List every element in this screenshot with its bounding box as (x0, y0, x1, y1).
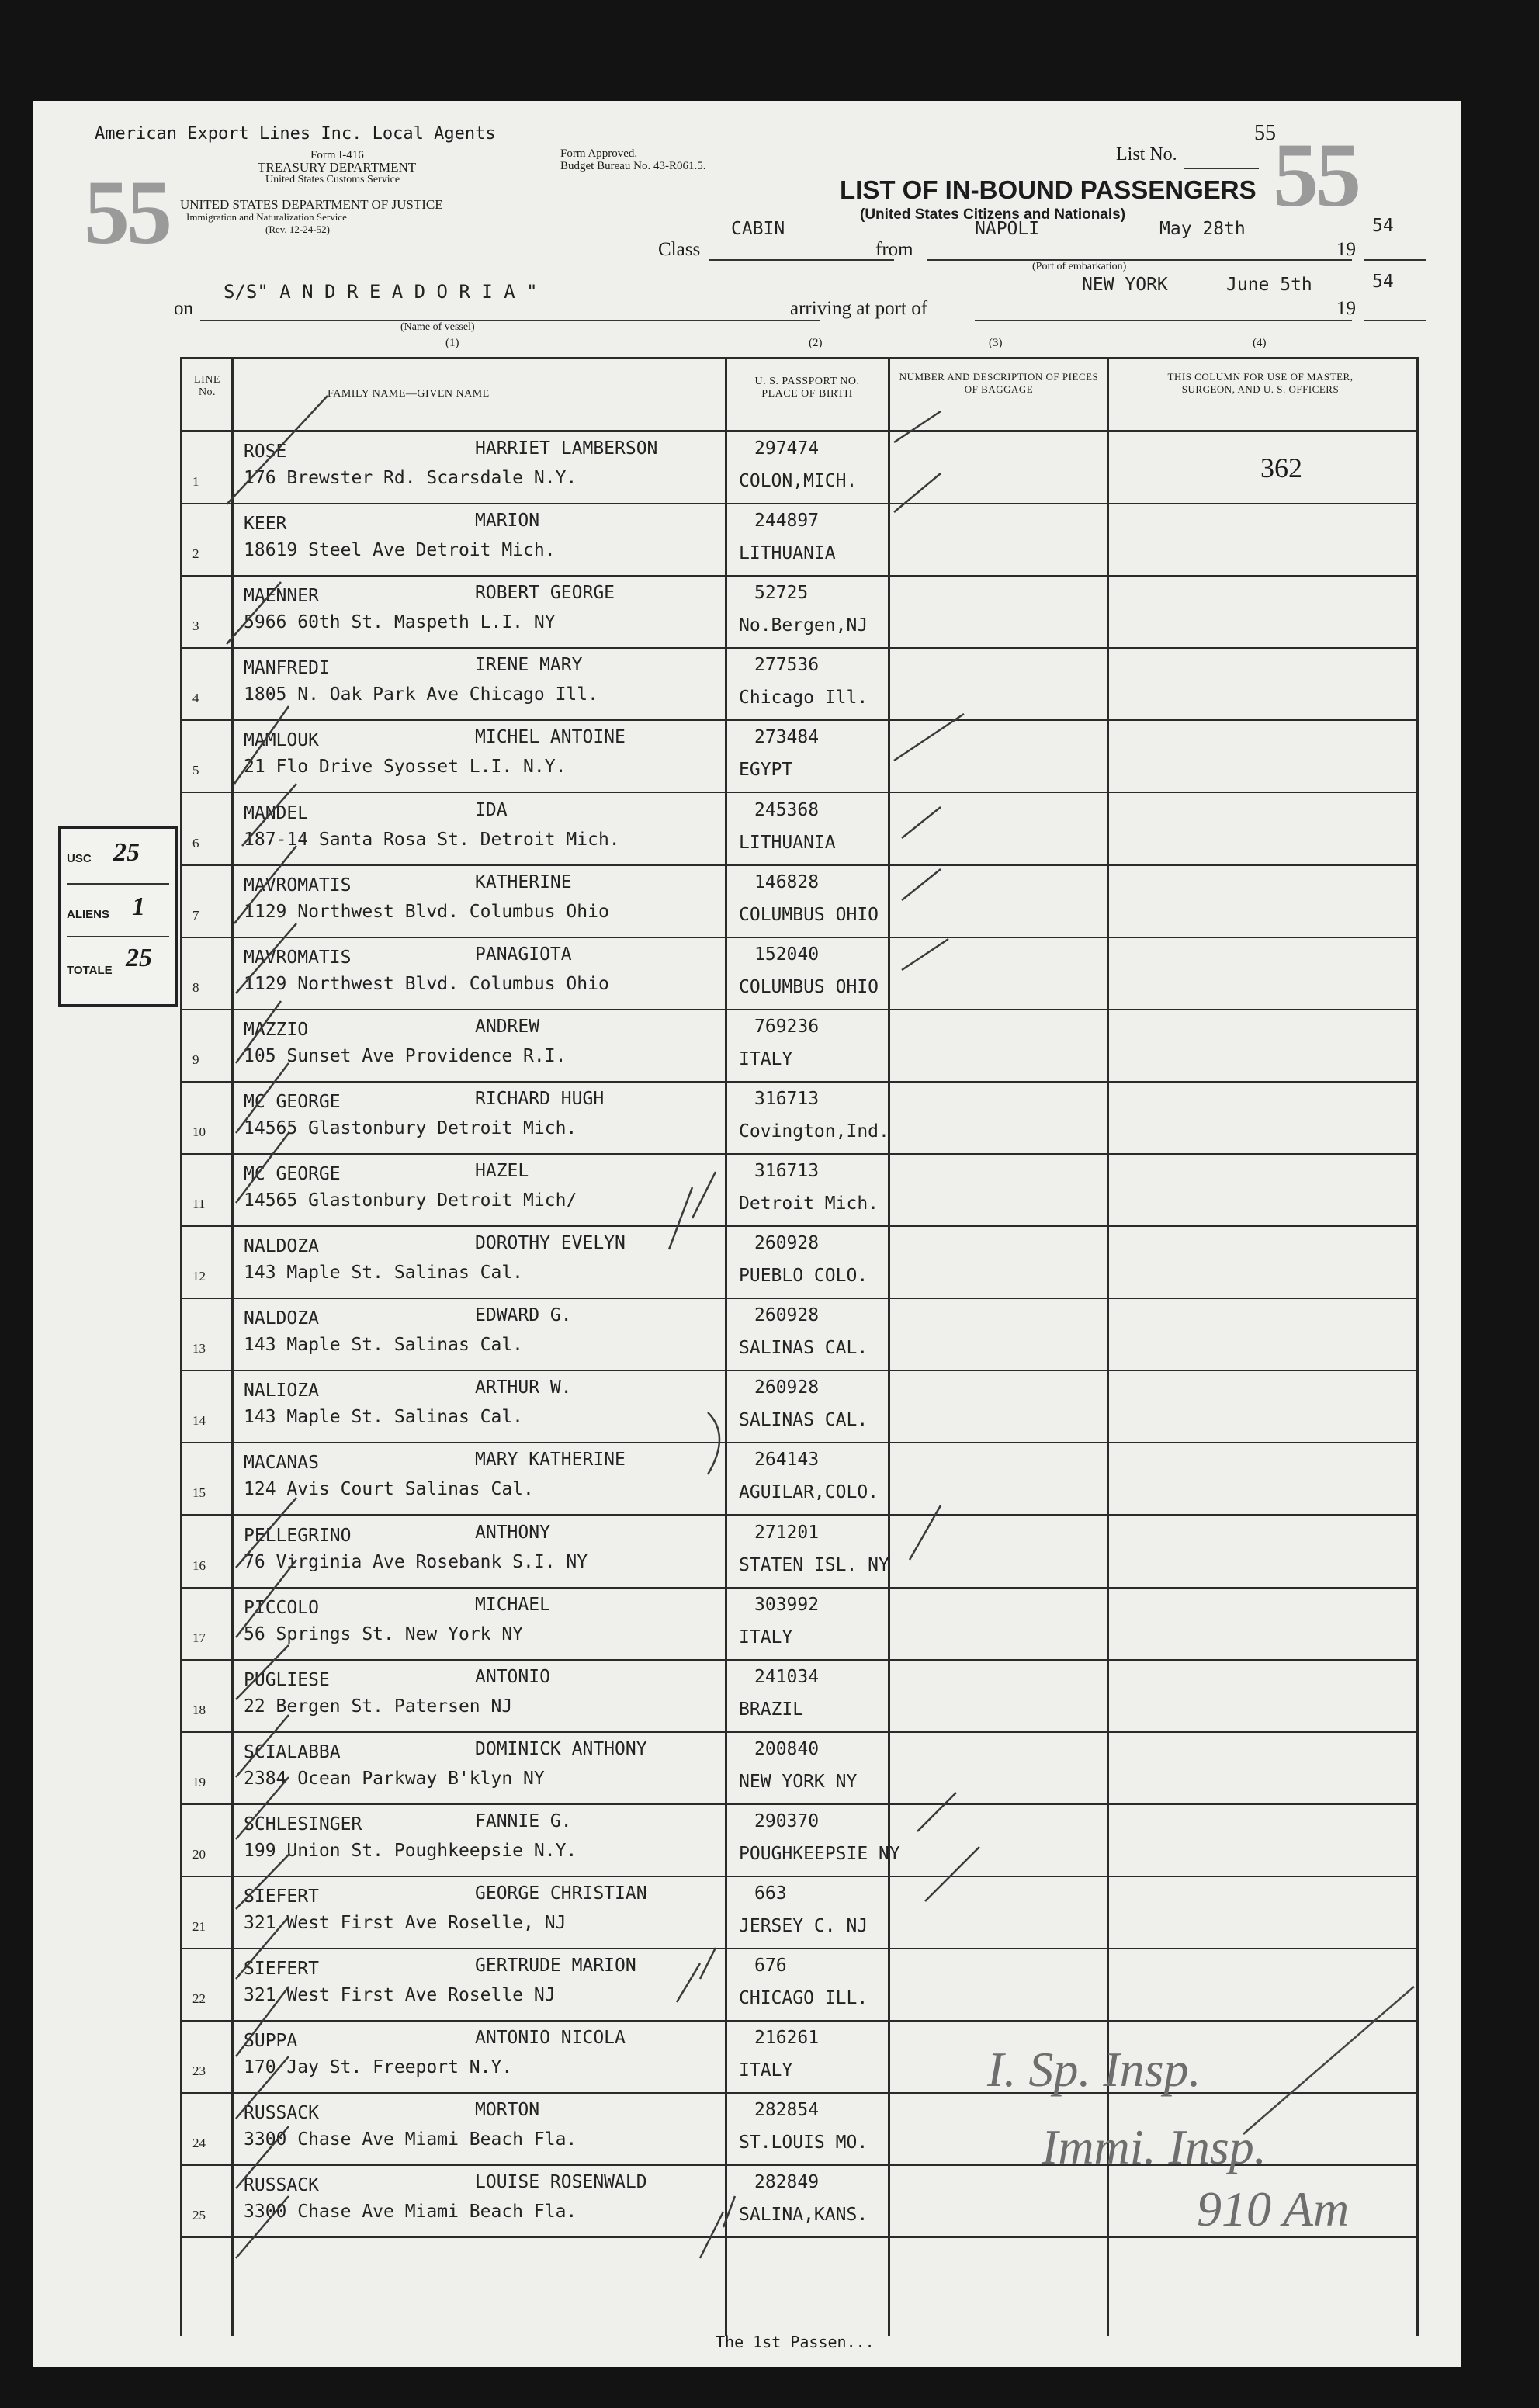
line-number: 15 (192, 1485, 206, 1501)
address: 5966 60th St. Maspeth L.I. NY (244, 612, 556, 633)
list-no-value: 55 (1254, 121, 1276, 145)
arriving-label: arriving at port of (790, 298, 928, 319)
line-number: 24 (192, 2136, 206, 2151)
ins-line: Immigration and Naturalization Service (186, 211, 347, 223)
family-name: ROSE (244, 442, 287, 462)
given-name: DOROTHY EVELYN (475, 1233, 626, 1254)
place-of-birth: SALINAS CAL. (739, 1410, 868, 1431)
page-title: LIST OF IN-BOUND PASSENGERS (840, 175, 1257, 204)
passport-number: 244897 (754, 511, 820, 532)
department-of-justice: UNITED STATES DEPARTMENT OF JUSTICE (180, 197, 443, 212)
tally-box (58, 826, 178, 1007)
passport-number: 676 (754, 1956, 787, 1977)
line-number: 10 (192, 1124, 206, 1139)
family-name: SIEFERT (244, 1959, 319, 1980)
address: 3300 Chase Ave Miami Beach Fla. (244, 2202, 577, 2223)
list-no-label: List No. (1116, 144, 1177, 165)
family-name: SCHLESINGER (244, 1814, 362, 1835)
family-name: NALIOZA (244, 1381, 319, 1401)
given-name: RICHARD HUGH (475, 1088, 605, 1109)
col-number-1: (1) (445, 337, 459, 349)
place-of-birth: Chicago Ill. (739, 688, 868, 709)
officer-note: 362 (1260, 452, 1302, 483)
line-number: 11 (192, 1197, 206, 1211)
on-label: on (174, 298, 193, 319)
passport-number: 282849 (754, 2172, 820, 2193)
passport-number: 260928 (754, 1305, 820, 1326)
address: 321 West First Ave Roselle, NJ (244, 1913, 567, 1933)
place-of-birth: COLUMBUS OHIO (739, 976, 879, 997)
address: 170 Jay St. Freeport N.Y. (244, 2057, 513, 2078)
place-of-birth: ITALY (739, 1048, 793, 1069)
inspection-time: 910 Am (1197, 2181, 1350, 2236)
passport-number: 316713 (754, 1088, 820, 1109)
family-name: MAMLOUK (244, 730, 319, 751)
family-name: MACANAS (244, 1453, 319, 1474)
family-name: MAENNER (244, 586, 319, 607)
passport-number: 245368 (754, 799, 820, 820)
passport-number: 316713 (754, 1161, 820, 1181)
line-number: 22 (192, 1991, 206, 2007)
year-prefix-2: 19 (1336, 298, 1356, 319)
given-name: IDA (475, 799, 508, 820)
col-header-name: FAMILY NAME—GIVEN NAME (328, 388, 490, 400)
address: 22 Bergen St. Patersen NJ (244, 1696, 513, 1717)
line-number: 8 (192, 979, 199, 995)
list-stamp-left: 55 (84, 161, 169, 263)
address: 321 West First Ave Roselle NJ (244, 1985, 556, 2006)
usc-label: USC (67, 852, 92, 865)
line-number: 23 (192, 2063, 206, 2079)
total-label: TOTALE (67, 964, 113, 977)
form-approved: Form Approved. (560, 147, 638, 160)
given-name: KATHERINE (475, 871, 572, 892)
given-name: ANTHONY (475, 1522, 550, 1543)
line-number: 7 (192, 907, 199, 923)
from-label: from (875, 239, 913, 260)
address: 199 Union St. Poughkeepsie N.Y. (244, 1840, 577, 1861)
family-name: MC GEORGE (244, 1164, 341, 1184)
from-port: NAPOLI (975, 219, 1040, 239)
given-name: ARTHUR W. (475, 1377, 572, 1398)
passport-number: 290370 (754, 1810, 820, 1831)
budget-bureau: Budget Bureau No. 43-R061.5. (560, 160, 706, 172)
given-name: MARION (475, 511, 540, 532)
passport-number: 282854 (754, 2100, 820, 2121)
place-of-birth: PUEBLO COLO. (739, 1266, 868, 1287)
list-stamp-right: 55 (1273, 124, 1358, 226)
line-number: 21 (192, 1919, 206, 1934)
place-of-birth: ITALY (739, 1627, 793, 1647)
address: 1129 Northwest Blvd. Columbus Ohio (244, 973, 609, 994)
place-of-birth: ITALY (739, 2060, 793, 2081)
family-name: MANDEL (244, 802, 309, 823)
line-number: 6 (192, 835, 199, 851)
line-number: 2 (192, 546, 199, 562)
address: 18619 Steel Ave Detroit Mich. (244, 540, 556, 561)
address: 124 Avis Court Salinas Cal. (244, 1479, 534, 1500)
year-prefix-1: 19 (1336, 239, 1356, 260)
vessel-caption: (Name of vessel) (400, 321, 475, 333)
col-number-2: (2) (809, 337, 823, 349)
line-number: 25 (192, 2208, 206, 2223)
form-number: Form I-416 (310, 149, 364, 161)
family-name: MAVROMATIS (244, 875, 352, 896)
family-name: MC GEORGE (244, 1091, 341, 1112)
given-name: HARRIET LAMBERSON (475, 438, 658, 459)
address: 143 Maple St. Salinas Cal. (244, 1407, 524, 1428)
place-of-birth: STATEN ISL. NY (739, 1554, 889, 1575)
family-name: SCIALABBA (244, 1741, 341, 1762)
place-of-birth: SALINAS CAL. (739, 1338, 868, 1359)
passport-number: 303992 (754, 1594, 820, 1615)
arrival-date: June 5th (1226, 275, 1312, 295)
place-of-birth: COLUMBUS OHIO (739, 904, 879, 925)
given-name: ANTONIO (475, 1666, 550, 1687)
family-name: PICCOLO (244, 1597, 319, 1618)
line-number: 20 (192, 1846, 206, 1862)
place-of-birth: Covington,Ind. (739, 1121, 889, 1142)
given-name: ANTONIO NICOLA (475, 2028, 626, 2049)
given-name: EDWARD G. (475, 1305, 572, 1326)
line-number: 12 (192, 1269, 206, 1284)
passport-number: 216261 (754, 2028, 820, 2049)
line-number: 4 (192, 691, 199, 706)
place-of-birth: JERSEY C. NJ (739, 1916, 868, 1936)
passport-number: 200840 (754, 1738, 820, 1759)
place-of-birth: SALINA,KANS. (739, 2205, 868, 2226)
usc-value: 25 (113, 838, 140, 867)
col-header-line-no: LINE No. (194, 374, 220, 398)
class-value: CABIN (731, 219, 785, 239)
line-number: 1 (192, 474, 199, 489)
family-name: RUSSACK (244, 2175, 319, 2196)
given-name: MICHAEL (475, 1594, 550, 1615)
manifest-sheet (33, 101, 1461, 2367)
given-name: MORTON (475, 2100, 540, 2121)
passport-number: 663 (754, 1883, 787, 1904)
given-name: PANAGIOTA (475, 944, 572, 965)
passport-number: 297474 (754, 438, 820, 459)
arrival-port: NEW YORK (1082, 275, 1168, 295)
line-number: 18 (192, 1702, 206, 1717)
place-of-birth: LITHUANIA (739, 832, 836, 853)
address: 14565 Glastonbury Detroit Mich/ (244, 1190, 577, 1211)
address: 176 Brewster Rd. Scarsdale N.Y. (244, 468, 577, 488)
passport-number: 152040 (754, 944, 820, 965)
family-name: PUGLIESE (244, 1669, 330, 1690)
line-number: 16 (192, 1557, 206, 1573)
from-date: May 28th (1159, 219, 1246, 239)
col-number-3: (3) (989, 337, 1003, 349)
line-number: 9 (192, 1052, 199, 1067)
address: 187-14 Santa Rosa St. Detroit Mich. (244, 829, 620, 850)
given-name: LOUISE ROSENWALD (475, 2172, 647, 2193)
col-header-baggage: NUMBER AND DESCRIPTION OF PIECES OF BAGGAGE (899, 371, 1099, 395)
family-name: SUPPA (244, 2031, 298, 2052)
passport-number: 271201 (754, 1522, 820, 1543)
passport-number: 260928 (754, 1233, 820, 1254)
customs-service: United States Customs Service (265, 174, 400, 185)
inspector-signature: I. Sp. Insp. (987, 2042, 1201, 2097)
passport-number: 769236 (754, 1016, 820, 1037)
family-name: MAVROMATIS (244, 947, 352, 968)
passport-number: 260928 (754, 1377, 820, 1398)
family-name: SIEFERT (244, 1887, 319, 1907)
address: 2384 Ocean Parkway B'klyn NY (244, 1768, 545, 1789)
passport-number: 52725 (754, 583, 809, 604)
given-name: GERTRUDE MARION (475, 1956, 636, 1977)
place-of-birth: POUGHKEEPSIE NY (739, 1843, 900, 1864)
place-of-birth: BRAZIL (739, 1699, 804, 1720)
given-name: ANDREW (475, 1016, 540, 1037)
treasury-department: TREASURY DEPARTMENT (258, 160, 417, 175)
footer-note: The 1st Passen... (716, 2333, 875, 2351)
given-name: IRENE MARY (475, 655, 583, 676)
family-name: MAZZIO (244, 1019, 309, 1040)
place-of-birth: LITHUANIA (739, 543, 836, 564)
given-name: FANNIE G. (475, 1810, 572, 1831)
family-name: KEER (244, 514, 287, 535)
year-2: 54 (1372, 272, 1394, 292)
place-of-birth: NEW YORK NY (739, 1771, 858, 1792)
place-of-birth: COLON,MICH. (739, 471, 858, 491)
place-of-birth: No.Bergen,NJ (739, 615, 868, 636)
address: 76 Virginia Ave Rosebank S.I. NY (244, 1551, 588, 1572)
passport-number: 146828 (754, 871, 820, 892)
family-name: MANFREDI (244, 658, 330, 679)
given-name: HAZEL (475, 1161, 529, 1181)
total-value: 25 (126, 944, 152, 972)
passport-number: 273484 (754, 727, 820, 748)
address: 105 Sunset Ave Providence R.I. (244, 1045, 567, 1066)
revision: (Rev. 12-24-52) (265, 223, 330, 235)
agents-line: American Export Lines Inc. Local Agents (95, 124, 496, 144)
embarkation-caption: (Port of embarkation) (1032, 261, 1127, 272)
given-name: GEORGE CHRISTIAN (475, 1883, 647, 1904)
line-number: 17 (192, 1630, 206, 1645)
given-name: MICHEL ANTOINE (475, 727, 626, 748)
address: 143 Maple St. Salinas Cal. (244, 1263, 524, 1284)
family-name: NALDOZA (244, 1308, 319, 1329)
line-number: 5 (192, 763, 199, 778)
aliens-value: 1 (132, 892, 145, 921)
line-number: 14 (192, 1413, 206, 1429)
passport-number: 241034 (754, 1666, 820, 1687)
col-header-officers: THIS COLUMN FOR USE OF MASTER, SURGEON, AND U. S. OFFICERS (1167, 371, 1354, 395)
col-header-passport: U. S. PASSPORT NO. PLACE OF BIRTH (754, 376, 860, 400)
address: 14565 Glastonbury Detroit Mich. (244, 1117, 577, 1138)
passport-number: 277536 (754, 655, 820, 676)
line-number: 13 (192, 1341, 206, 1356)
address: 56 Springs St. New York NY (244, 1623, 524, 1644)
given-name: MARY KATHERINE (475, 1450, 626, 1471)
aliens-label: ALIENS (67, 908, 110, 921)
given-name: ROBERT GEORGE (475, 583, 615, 604)
address: 143 Maple St. Salinas Cal. (244, 1335, 524, 1356)
place-of-birth: Detroit Mich. (739, 1194, 879, 1214)
address: 21 Flo Drive Syosset L.I. N.Y. (244, 757, 567, 778)
passport-number: 264143 (754, 1450, 820, 1471)
col-number-4: (4) (1253, 337, 1267, 349)
address: 1805 N. Oak Park Ave Chicago Ill. (244, 684, 598, 705)
family-name: PELLEGRINO (244, 1525, 352, 1546)
place-of-birth: EGYPT (739, 760, 793, 781)
page-subtitle: (United States Citizens and Nationals) (860, 206, 1126, 223)
address: 1129 Northwest Blvd. Columbus Ohio (244, 901, 609, 922)
family-name: RUSSACK (244, 2103, 319, 2124)
given-name: DOMINICK ANTHONY (475, 1738, 647, 1759)
year-1: 54 (1372, 216, 1394, 236)
handwriting-marks (33, 101, 1461, 2367)
line-number: 19 (192, 1774, 206, 1790)
line-number: 3 (192, 618, 199, 634)
address: 3300 Chase Ave Miami Beach Fla. (244, 2129, 577, 2150)
inspector-title: Immi. Insp. (1042, 2119, 1267, 2174)
place-of-birth: ST.LOUIS MO. (739, 2133, 868, 2153)
vessel-name: S/S" A N D R E A D O R I A " (224, 281, 538, 303)
place-of-birth: AGUILAR,COLO. (739, 1482, 879, 1503)
place-of-birth: CHICAGO ILL. (739, 1988, 868, 2009)
family-name: NALDOZA (244, 1236, 319, 1257)
class-label: Class (658, 239, 701, 260)
